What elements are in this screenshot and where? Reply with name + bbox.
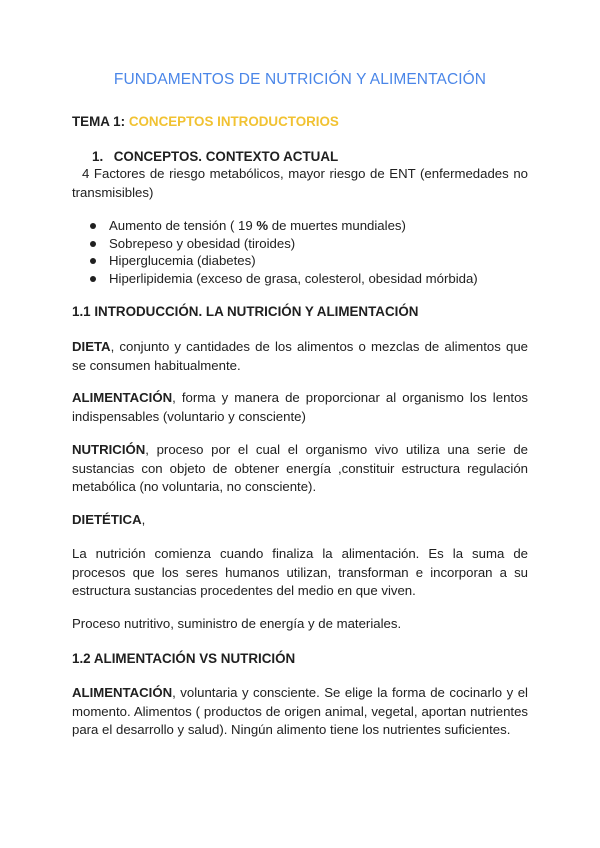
bullet-icon: [90, 258, 96, 264]
alimentacion-paragraph: [72, 389, 528, 426]
bullet-icon: [90, 223, 96, 229]
list-item-bold: %: [256, 218, 269, 233]
nutricion-term: NUTRICIÓN: [72, 442, 146, 457]
section-1-heading: [92, 148, 338, 167]
dieta-text: , conjunto y cantidades de los alimentos o mezclas de alimentos que se consumen habitualmente.: [72, 339, 528, 373]
list-item: [72, 217, 478, 235]
tema-heading: [72, 113, 339, 132]
list-item: [72, 235, 478, 253]
list-item: [72, 252, 478, 270]
alimentacion2-term: ALIMENTACIÓN: [72, 685, 173, 700]
tema-title: CONCEPTOS INTRODUCTORIOS: [128, 114, 339, 129]
list-item-text: Hiperlipidemia (exceso de grasa, colesterol, obesidad mórbida): [109, 270, 478, 286]
dietetica-text: ,: [141, 512, 146, 527]
alimentacion-vs-paragraph: [72, 684, 528, 740]
alimentacion2-text: , voluntaria y consciente. Se elige la forma de cocinarlo y el momento. Alimentos ( productos de origen animal, vegetal, aportan nutrientes para el desarrollo y salud). Ningún alimento tiene los nutrientes suficientes.: [72, 685, 528, 737]
list-item-text: Hiperglucemia (diabetes): [109, 253, 256, 268]
intro-paragraph: [72, 165, 528, 202]
intro-line-2: transmisibles): [72, 184, 154, 200]
document-title: FUNDAMENTOS DE NUTRICIÓN Y ALIMENTACIÓN: [113, 71, 487, 88]
list-item: [72, 270, 478, 288]
list-item-text: Sobrepeso y obesidad (tiroides): [109, 235, 296, 251]
tema-label: TEMA 1:: [72, 114, 126, 129]
nutricion-definition-paragraph: La nutrición comienza cuando finaliza la alimentación. Es la suma de procesos que los seres humanos utilizan, transforman e incorporan a su estructura sustancias procedentes del medio en que viven.: [72, 546, 528, 598]
dieta-term: DIETA: [72, 339, 111, 354]
bullet-icon: [90, 241, 96, 247]
dietetica-paragraph: [72, 511, 528, 530]
alimentacion-term: ALIMENTACIÓN: [72, 390, 173, 405]
proceso-paragraph: Proceso nutritivo, suministro de energía y de materiales.: [72, 616, 402, 631]
section-1-title: CONCEPTOS. CONTEXTO ACTUAL: [113, 149, 339, 164]
risk-factor-list: [72, 217, 478, 287]
intro-line-1: 4 Factores de riesgo metabólicos, mayor riesgo de ENT (enfermedades no: [82, 166, 528, 181]
list-item-text: Aumento de tensión ( 19: [109, 218, 257, 233]
list-item-text: de muertes mundiales): [268, 218, 406, 233]
bullet-icon: [90, 276, 96, 282]
nutricion-paragraph: [72, 441, 528, 497]
alimentacion-text: , forma y manera de proporcionar al organismo los lentos indispensables (voluntario y consciente): [72, 390, 528, 424]
dieta-paragraph: [72, 338, 528, 375]
dietetica-term: DIETÉTICA: [72, 512, 142, 527]
section-1-2-heading: 1.2 ALIMENTACIÓN VS NUTRICIÓN: [72, 651, 296, 666]
section-1-number: 1.: [92, 149, 104, 164]
section-1-1-heading: 1.1 INTRODUCCIÓN. LA NUTRICIÓN Y ALIMENTACIÓN: [72, 304, 419, 319]
nutricion-text: , proceso por el cual el organismo vivo utiliza una serie de sustancias con objeto de obtener energía ,constituir estructura regulación metabólica (no voluntaria, no consciente).: [72, 442, 528, 494]
